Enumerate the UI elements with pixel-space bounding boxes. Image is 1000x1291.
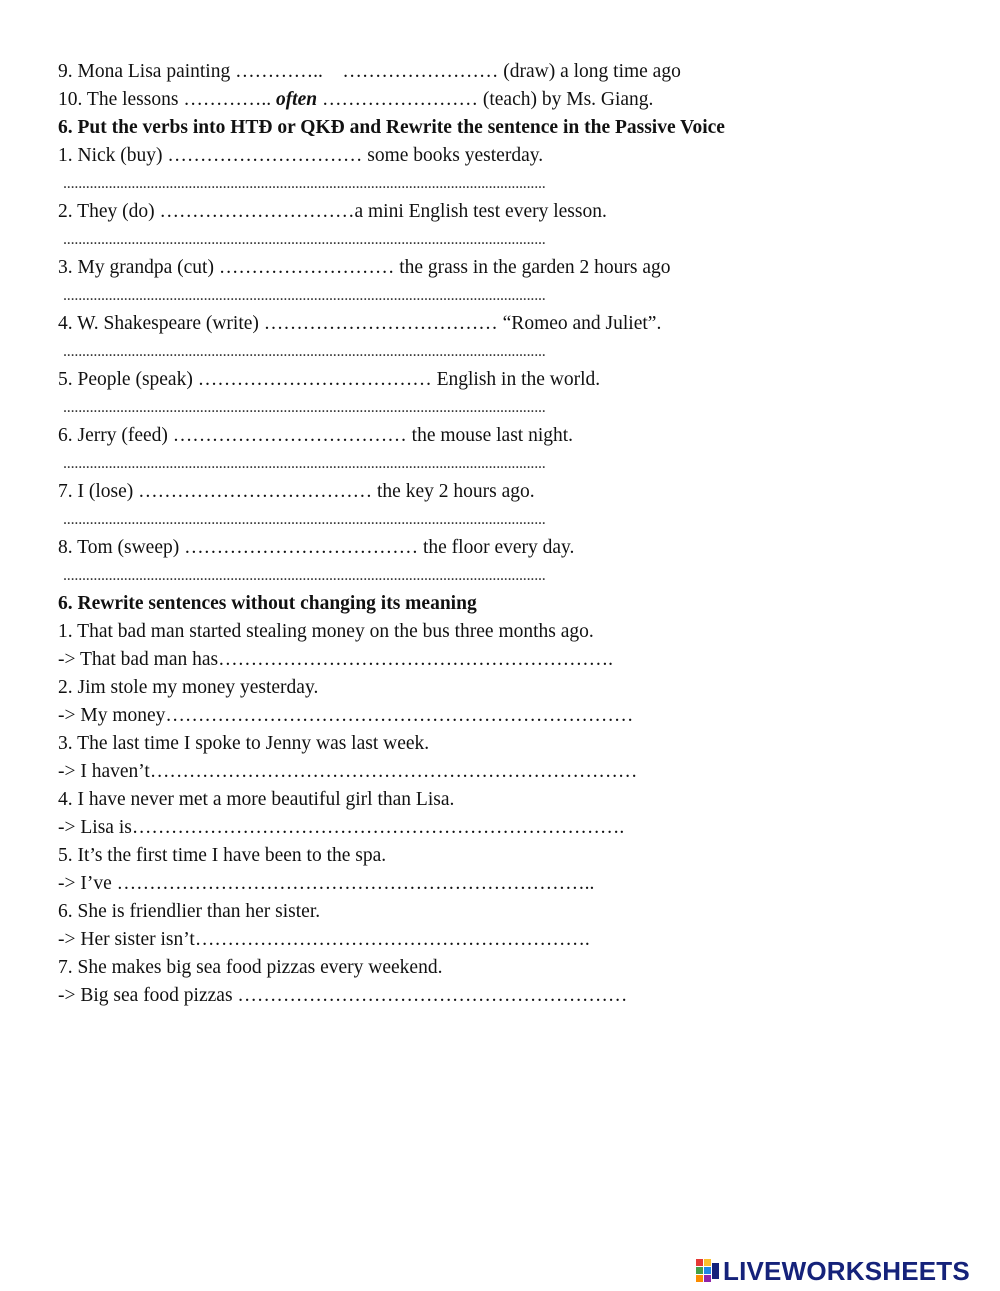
liveworksheets-blocks-icon bbox=[696, 1259, 720, 1283]
rewrite-prompt-5[interactable]: -> I’ve ……………………………………………………………….. bbox=[58, 873, 595, 894]
passive-answer-line-3[interactable]: ............................................................................................................................... bbox=[63, 287, 546, 304]
rewrite-sentence-4: 4. I have never met a more beautiful girl than Lisa. bbox=[58, 789, 455, 810]
rewrite-sentence-2: 2. Jim stole my money yesterday. bbox=[58, 677, 319, 698]
passive-item-7: 7. I (lose) ……………………………… the key 2 hours ago. bbox=[58, 481, 535, 502]
blank-10b[interactable]: …………………… bbox=[321, 89, 478, 110]
rewrite-prompt-6[interactable]: -> Her sister isn’t……………………………………………………. bbox=[58, 929, 590, 950]
liveworksheets-logo bbox=[696, 1256, 970, 1286]
rewrite-sentence-1: 1. That bad man started stealing money on the bus three months ago. bbox=[58, 621, 594, 642]
passive-answer-line-7[interactable]: ............................................................................................................................... bbox=[63, 511, 546, 528]
rewrite-sentence-3: 3. The last time I spoke to Jenny was last week. bbox=[58, 733, 430, 754]
blank-9a[interactable]: ………….. bbox=[235, 61, 323, 82]
passive-item-2: 2. They (do) …………………………a mini English test every lesson. bbox=[58, 201, 607, 222]
passive-answer-line-4[interactable]: ............................................................................................................................... bbox=[63, 343, 546, 360]
exercise-item-9: 9. Mona Lisa painting ………….. …………………… (draw) a long time ago bbox=[58, 61, 681, 82]
rewrite-prompt-2[interactable]: -> My money……………………………………………………………… bbox=[58, 705, 634, 726]
rewrite-prompt-7[interactable]: -> Big sea food pizzas …………………………………………………… bbox=[58, 985, 628, 1006]
worksheet-content bbox=[58, 58, 958, 1010]
logo-text: LIVEWORKSHEETS bbox=[723, 1255, 970, 1286]
blank-9b[interactable]: …………………… bbox=[342, 61, 499, 82]
passive-exercise-heading: 6. Put the verbs into HTĐ or QKĐ and Rewrite the sentence in the Passive Voice bbox=[58, 117, 725, 138]
rewrite-sentence-5: 5. It’s the first time I have been to the spa. bbox=[58, 845, 387, 866]
passive-answer-line-8[interactable]: ............................................................................................................................... bbox=[63, 567, 546, 584]
passive-answer-line-5[interactable]: ............................................................................................................................... bbox=[63, 399, 546, 416]
rewrite-exercise-heading: 6. Rewrite sentences without changing its meaning bbox=[58, 593, 477, 614]
passive-item-4: 4. W. Shakespeare (write) ……………………………… “Romeo and Juliet”. bbox=[58, 313, 662, 334]
passive-answer-line-1[interactable]: ............................................................................................................................... bbox=[63, 175, 546, 192]
rewrite-sentence-6: 6. She is friendlier than her sister. bbox=[58, 901, 321, 922]
rewrite-sentence-7: 7. She makes big sea food pizzas every weekend. bbox=[58, 957, 443, 978]
keyword-often: often bbox=[275, 89, 318, 110]
passive-item-6: 6. Jerry (feed) ……………………………… the mouse last night. bbox=[58, 425, 574, 446]
blank-10a[interactable]: ………….. bbox=[183, 89, 272, 110]
rewrite-prompt-4[interactable]: -> Lisa is…………………………………………………………………. bbox=[58, 817, 625, 838]
passive-item-1: 1. Nick (buy) ………………………… some books yesterday. bbox=[58, 145, 544, 166]
passive-item-3: 3. My grandpa (cut) ……………………… the grass in the garden 2 hours ago bbox=[58, 257, 671, 278]
passive-answer-line-6[interactable]: ............................................................................................................................... bbox=[63, 455, 546, 472]
exercise-item-10: 10. The lessons ………….. often …………………… (teach) by Ms. Giang. bbox=[58, 89, 654, 110]
passive-answer-line-2[interactable]: ............................................................................................................................... bbox=[63, 231, 546, 248]
rewrite-prompt-3[interactable]: -> I haven’t………………………………………………………………… bbox=[58, 761, 638, 782]
passive-item-5: 5. People (speak) ……………………………… English in the world. bbox=[58, 369, 601, 390]
passive-item-8: 8. Tom (sweep) ……………………………… the floor every day. bbox=[58, 537, 575, 558]
rewrite-prompt-1[interactable]: -> That bad man has……………………………………………………. bbox=[58, 649, 613, 670]
